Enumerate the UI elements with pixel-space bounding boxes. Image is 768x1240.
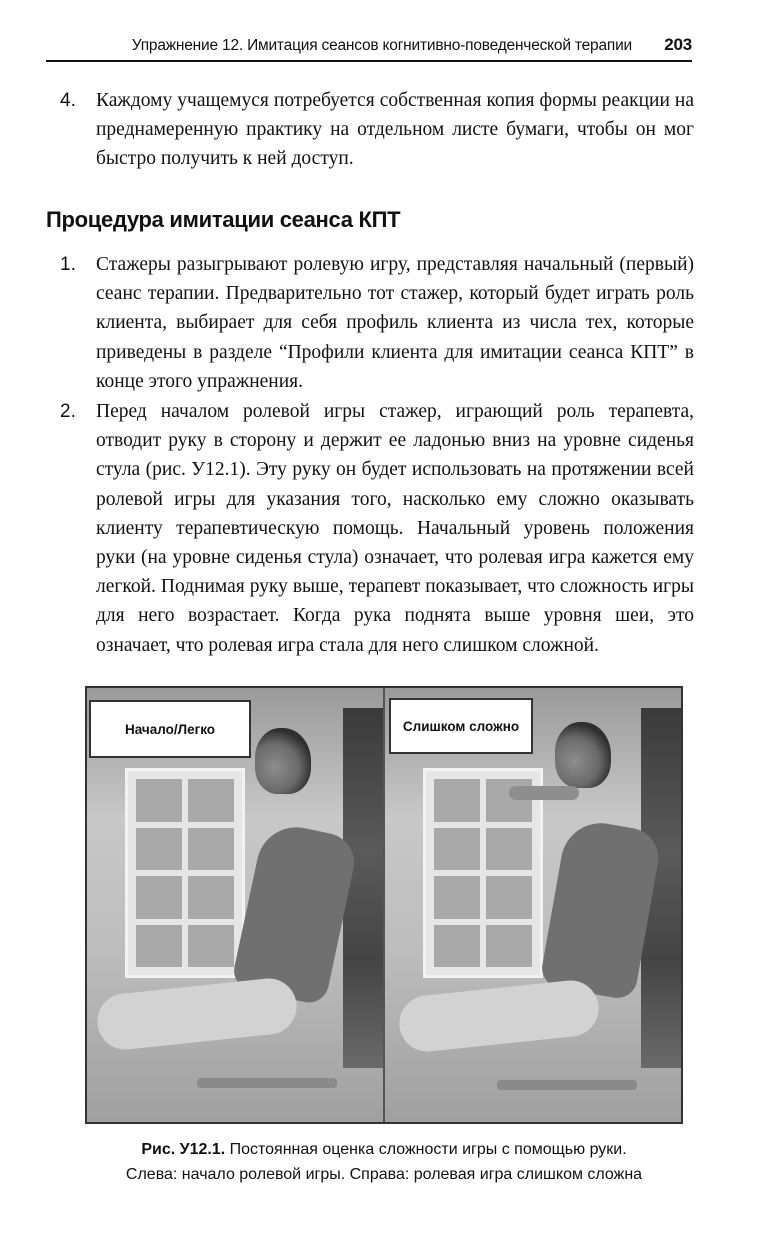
procedure-step-1 (60, 250, 694, 396)
door-background (125, 768, 245, 978)
person-head (255, 728, 311, 794)
caption-id: Рис. У12.1. (141, 1141, 226, 1158)
page-number: 203 (664, 35, 692, 54)
raised-hand (509, 786, 579, 800)
list-number: 2. (60, 401, 76, 422)
list-item-text: Каждому учащемуся потребуется собственная копия формы реакции на преднамеренную практику на отдельном листе бумаги, чтобы он мог быстро получить к ней доступ. (96, 90, 694, 170)
person-legs (95, 976, 300, 1053)
label-too-hard: Слишком сложно (389, 698, 533, 754)
person-legs (397, 978, 602, 1055)
photo-too-hard (383, 688, 681, 1122)
chapter-title: Упражнение 12. Имитация сеансов когнитивно-поведенческой терапии (131, 37, 632, 54)
photo-start-easy (87, 688, 383, 1122)
chair (497, 1080, 637, 1090)
figure-u12-1 (85, 686, 683, 1124)
chair (197, 1078, 337, 1088)
list-item-text: Перед началом ролевой игры стажер, играющий роль терапевта, отводит руку в сторону и держит ее ладонью вниз на уровне сиденья стула (рис. У12.1). Эту руку он будет использовать на протяжении всей ролевой игры для указания того, насколько ему сложно оказывать клиенту терапевтическую помощь. Начальный уровень положения руки (на уровне сиденья стула) означает, что ролевая игра кажется ему легкой. Поднимая руку выше, терапевт показывает, что сложность игры для него возрастает. Когда рука поднята выше уровня шеи, это означает, что ролевая игра стала для него слишком сложной. (96, 401, 694, 656)
running-header (46, 34, 692, 62)
list-item-4 (60, 86, 694, 174)
caption-text-1: Постоянная оценка сложности игры с помощью руки. (229, 1141, 627, 1158)
label-start-easy: Начало/Легко (89, 700, 251, 758)
list-number: 1. (60, 254, 76, 275)
person-torso (230, 820, 359, 1006)
caption-line-2: Слева: начало ролевой игры. Справа: ролевая игра слишком сложна (125, 1166, 643, 1183)
figure-caption (46, 1137, 722, 1187)
section-heading: Процедура имитации сеанса КПТ (46, 207, 401, 232)
list-number: 4. (60, 90, 76, 111)
caption-line-1 (46, 1137, 722, 1162)
list-item-text: Стажеры разыгрывают ролевую игру, представляя начальный (первый) сеанс терапии. Предварительно тот стажер, который будет играть роль клиента, выбирает для себя профиль клиента из числа тех, которые приведены в разделе “Профили клиента для имитации сеанса КПТ” в конце этого упражнения. (96, 254, 694, 392)
person-head (555, 722, 611, 788)
procedure-step-2 (60, 397, 694, 660)
